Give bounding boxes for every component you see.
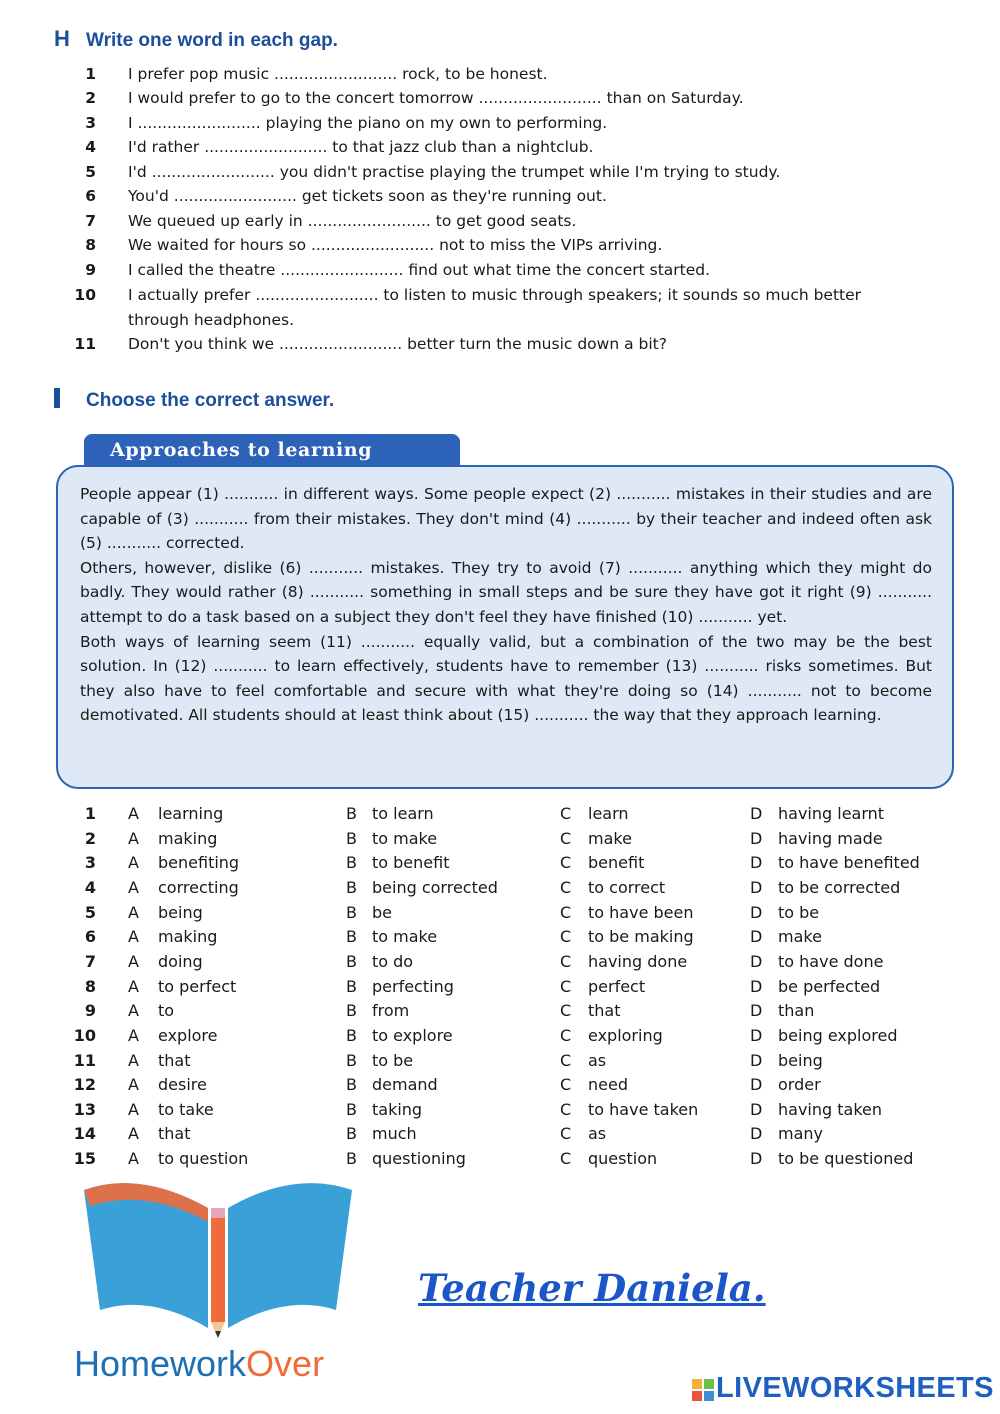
option-c[interactable]: having done xyxy=(588,951,688,971)
option-a[interactable]: that xyxy=(158,1124,191,1144)
liveworksheets-logo-icon xyxy=(692,1378,714,1414)
option-letter: B xyxy=(346,804,357,823)
item-number: 9 xyxy=(85,261,96,279)
book-right-page xyxy=(228,1183,352,1328)
option-letter: D xyxy=(750,877,763,897)
option-letter: A xyxy=(128,927,139,947)
passage-title: Approaches to learning xyxy=(110,439,373,461)
option-a[interactable]: being xyxy=(158,902,203,922)
option-letter: B xyxy=(346,828,357,848)
option-b[interactable]: to learn xyxy=(372,804,434,823)
option-d[interactable]: order xyxy=(778,1075,821,1095)
item-text xyxy=(128,211,928,231)
option-letter: B xyxy=(346,1025,357,1045)
question-row xyxy=(60,878,960,902)
item-text-line: I actually prefer ......................... to listen to music through speakers; it sounds so much better xyxy=(128,286,862,304)
option-d[interactable]: many xyxy=(778,1124,823,1144)
item-text xyxy=(128,162,928,182)
item-text xyxy=(128,113,928,133)
option-letter: D xyxy=(750,1025,763,1045)
homeworkover-logo xyxy=(70,1170,380,1400)
question-number: 15 xyxy=(73,1149,96,1169)
item-text xyxy=(128,137,928,157)
option-d[interactable]: be perfected xyxy=(778,976,881,996)
item-text xyxy=(128,334,928,354)
option-letter: D xyxy=(750,1149,763,1169)
question-number: 3 xyxy=(84,853,96,873)
option-letter: B xyxy=(346,1124,357,1144)
question-row xyxy=(60,903,960,927)
question-row xyxy=(60,1075,960,1099)
option-d[interactable]: having taken xyxy=(778,1099,882,1119)
option-letter: A xyxy=(128,853,139,873)
option-a[interactable]: explore xyxy=(158,1025,218,1045)
option-letter: B xyxy=(346,902,357,922)
option-a[interactable]: to xyxy=(158,1001,175,1021)
option-a[interactable]: to take xyxy=(158,1099,214,1119)
item-text xyxy=(128,64,928,84)
logo-text-over: Over xyxy=(246,1343,325,1384)
question-number: 1 xyxy=(84,804,96,823)
option-c[interactable]: exploring xyxy=(588,1025,663,1045)
item-text-line: through headphones. xyxy=(128,310,295,329)
item-number: 3 xyxy=(85,114,96,132)
option-c[interactable]: to correct xyxy=(588,877,666,897)
option-letter: A xyxy=(128,1025,139,1045)
option-a[interactable]: making xyxy=(158,927,218,947)
section-h-title: Write one word in each gap. xyxy=(86,30,338,51)
option-letter: A xyxy=(128,1124,139,1144)
option-c[interactable]: to have taken xyxy=(588,1099,699,1119)
option-b[interactable]: to make xyxy=(372,828,438,848)
passage-text xyxy=(80,482,932,728)
question-number: 11 xyxy=(73,1050,96,1070)
option-letter: C xyxy=(560,976,572,996)
section-h-letter: H xyxy=(54,26,70,51)
question-row xyxy=(60,1124,960,1148)
option-b[interactable]: from xyxy=(372,1001,410,1021)
option-letter: A xyxy=(128,804,139,823)
question-row xyxy=(60,1100,960,1124)
option-letter: D xyxy=(750,804,763,823)
logo-text xyxy=(74,1343,324,1384)
option-letter: C xyxy=(560,1075,572,1095)
option-letter: B xyxy=(346,853,357,873)
item-number: 10 xyxy=(74,286,96,304)
teacher-signature: Teacher Daniela. xyxy=(418,1266,766,1310)
option-letter: C xyxy=(560,877,572,897)
question-row xyxy=(60,977,960,1001)
option-letter: C xyxy=(560,1099,572,1119)
option-letter: C xyxy=(560,1124,572,1144)
option-letter: B xyxy=(346,877,357,897)
question-row xyxy=(60,952,960,976)
option-b[interactable]: questioning xyxy=(372,1149,466,1169)
option-b[interactable]: be xyxy=(372,902,392,922)
item-text xyxy=(128,235,928,255)
option-d[interactable]: to be questioned xyxy=(778,1149,914,1169)
option-b[interactable]: being corrected xyxy=(372,877,498,897)
passage-paragraph: People appear (1) ........... in different ways. Some people expect (2) ........... mistakes in their studies and are capable of (3) ........... from their mistakes. They don't mind (4) ........... by their teacher and indeed often ask (5) ........... corrected. xyxy=(80,485,932,553)
passage-paragraph: Others, however, dislike (6) ........... mistakes. They try to avoid (7) ........... anything which they might do badly. They would rather (8) ........... something in small steps and be sure they have got it right (9) ........... attempt to do a task based on a subject they don't feel they have finished (10) ........... yet. xyxy=(80,558,932,626)
question-number: 2 xyxy=(84,828,96,848)
option-d[interactable]: make xyxy=(778,927,822,947)
option-letter: C xyxy=(560,828,572,848)
section-i-letter xyxy=(54,388,60,408)
question-row xyxy=(60,1026,960,1050)
passage-title-tab xyxy=(84,434,460,468)
item-number: 5 xyxy=(85,163,96,181)
question-number: 13 xyxy=(73,1099,96,1119)
option-d[interactable]: having made xyxy=(778,828,883,848)
option-letter: D xyxy=(750,976,763,996)
option-c[interactable]: to be making xyxy=(588,927,694,947)
option-letter: B xyxy=(346,1149,357,1169)
option-letter: C xyxy=(560,902,572,922)
question-number: 5 xyxy=(84,902,96,922)
option-c[interactable]: need xyxy=(588,1075,628,1095)
option-letter: A xyxy=(128,877,139,897)
item-text-line: We waited for hours so ......................... not to miss the VIPs arriving. xyxy=(128,236,663,254)
option-c[interactable]: to have been xyxy=(588,902,694,922)
option-b[interactable]: to do xyxy=(372,951,414,971)
option-letter: B xyxy=(346,1075,357,1095)
item-number: 2 xyxy=(85,89,96,107)
option-letter: D xyxy=(750,1124,763,1144)
option-letter: A xyxy=(128,976,139,996)
logo-text-homework: Homework xyxy=(74,1343,247,1384)
question-number: 8 xyxy=(84,976,96,996)
item-text-line: I ......................... playing the piano on my own to performing. xyxy=(128,114,608,132)
option-letter: C xyxy=(560,951,572,971)
item-number: 8 xyxy=(85,236,96,254)
option-letter: B xyxy=(346,1001,357,1021)
option-b[interactable]: perfecting xyxy=(372,976,454,996)
option-letter: C xyxy=(560,1025,572,1045)
option-letter: B xyxy=(346,1050,357,1070)
option-a[interactable]: that xyxy=(158,1050,191,1070)
option-b[interactable]: much xyxy=(372,1124,417,1144)
option-letter: D xyxy=(750,951,763,971)
option-letter: B xyxy=(346,951,357,971)
option-letter: D xyxy=(750,1099,763,1119)
item-text xyxy=(128,88,928,108)
option-letter: D xyxy=(750,1075,763,1095)
item-number: 4 xyxy=(85,138,96,156)
option-d[interactable]: to be xyxy=(778,902,820,922)
question-number: 7 xyxy=(84,951,96,971)
option-letter: C xyxy=(560,804,572,823)
option-a[interactable]: to perfect xyxy=(158,976,237,996)
option-letter: D xyxy=(750,1001,763,1021)
option-d[interactable]: being explored xyxy=(778,1025,898,1045)
option-b[interactable]: to explore xyxy=(372,1025,453,1045)
option-letter: D xyxy=(750,927,763,947)
item-text xyxy=(128,260,928,280)
option-letter: D xyxy=(750,902,763,922)
option-d[interactable]: to be corrected xyxy=(778,877,901,897)
option-b[interactable]: demand xyxy=(372,1075,438,1095)
passage-paragraph: Both ways of learning seem (11) ........... equally valid, but a combination of the two may be the best solution. In (12) ........... to learn effectively, students have to remember (13) ........... risks sometimes. But they also have to feel comfortable and secure with what they're doing so (14) ........... not to become demotivated. All students should at least think about (15) ........... the way that they approach learning. xyxy=(80,632,932,725)
question-row xyxy=(60,853,960,877)
option-letter: D xyxy=(750,828,763,848)
option-letter: D xyxy=(750,853,763,873)
option-letter: C xyxy=(560,1149,572,1169)
option-letter: A xyxy=(128,902,139,922)
question-row xyxy=(60,927,960,951)
question-row xyxy=(60,804,960,828)
option-c[interactable]: learn xyxy=(588,804,629,823)
option-letter: A xyxy=(128,1075,139,1095)
question-number: 4 xyxy=(84,877,96,897)
option-letter: B xyxy=(346,976,357,996)
option-letter: A xyxy=(128,951,139,971)
item-text-line: You'd ......................... get tickets soon as they're running out. xyxy=(128,187,607,205)
option-c[interactable]: perfect xyxy=(588,976,646,996)
item-text xyxy=(128,285,928,330)
question-number: 9 xyxy=(84,1001,96,1021)
item-text-line: I prefer pop music ......................... rock, to be honest. xyxy=(128,65,548,83)
option-letter: A xyxy=(128,1050,139,1070)
option-letter: A xyxy=(128,828,139,848)
option-d[interactable]: having learnt xyxy=(778,804,885,823)
liveworksheets-brand[interactable]: LIVEWORKSHEETS xyxy=(716,1372,994,1404)
item-text-line: I'd rather ......................... to that jazz club than a nightclub. xyxy=(128,138,594,156)
item-text-line: I called the theatre ......................... find out what time the concert started. xyxy=(128,261,711,279)
option-letter: D xyxy=(750,1050,763,1070)
question-number: 10 xyxy=(73,1025,96,1045)
option-a[interactable]: correcting xyxy=(158,877,239,897)
option-b[interactable]: to make xyxy=(372,927,438,947)
item-text-line: Don't you think we ......................... better turn the music down a bit? xyxy=(128,335,667,353)
option-d[interactable]: to have done xyxy=(778,951,884,971)
option-letter: B xyxy=(346,927,357,947)
item-text-line: I would prefer to go to the concert tomorrow ......................... than on Saturday. xyxy=(128,89,744,107)
option-d[interactable]: than xyxy=(778,1001,815,1021)
item-text xyxy=(128,186,928,206)
option-c[interactable]: as xyxy=(588,1124,607,1144)
option-letter: C xyxy=(560,853,572,873)
item-text-line: I'd ......................... you didn't practise playing the trumpet while I'm trying to study. xyxy=(128,163,781,181)
question-row xyxy=(60,1001,960,1025)
option-d[interactable]: to have benefited xyxy=(778,853,920,873)
item-number: 1 xyxy=(85,65,96,83)
option-letter: A xyxy=(128,1001,139,1021)
question-row xyxy=(60,829,960,853)
option-letter: A xyxy=(128,1099,139,1119)
option-c[interactable]: that xyxy=(588,1001,621,1021)
option-c[interactable]: as xyxy=(588,1050,607,1070)
option-b[interactable]: taking xyxy=(372,1099,423,1119)
option-a[interactable]: making xyxy=(158,828,218,848)
option-letter: C xyxy=(560,1050,572,1070)
option-a[interactable]: desire xyxy=(158,1075,207,1095)
option-b[interactable]: to be xyxy=(372,1050,414,1070)
option-a[interactable]: doing xyxy=(158,951,203,971)
question-number: 6 xyxy=(84,927,96,947)
option-letter: C xyxy=(560,927,572,947)
option-a[interactable]: to question xyxy=(158,1149,249,1169)
option-a[interactable]: benefiting xyxy=(158,853,240,873)
option-letter: A xyxy=(128,1149,139,1169)
option-d[interactable]: being xyxy=(778,1050,823,1070)
option-c[interactable]: question xyxy=(588,1149,658,1169)
pencil-icon xyxy=(211,1212,225,1322)
item-number: 11 xyxy=(74,335,96,353)
question-number: 12 xyxy=(73,1075,96,1095)
item-number: 7 xyxy=(85,212,96,230)
section-i-title: Choose the correct answer. xyxy=(86,390,335,411)
option-a[interactable]: learning xyxy=(158,804,224,823)
question-row xyxy=(60,1051,960,1075)
option-b[interactable]: to benefit xyxy=(372,853,450,873)
option-letter: B xyxy=(346,1099,357,1119)
question-number: 14 xyxy=(73,1124,96,1144)
item-text-line: We queued up early in ......................... to get good seats. xyxy=(128,212,577,230)
option-c[interactable]: benefit xyxy=(588,853,645,873)
option-letter: C xyxy=(560,1001,572,1021)
item-number: 6 xyxy=(85,187,96,205)
option-c[interactable]: make xyxy=(588,828,632,848)
